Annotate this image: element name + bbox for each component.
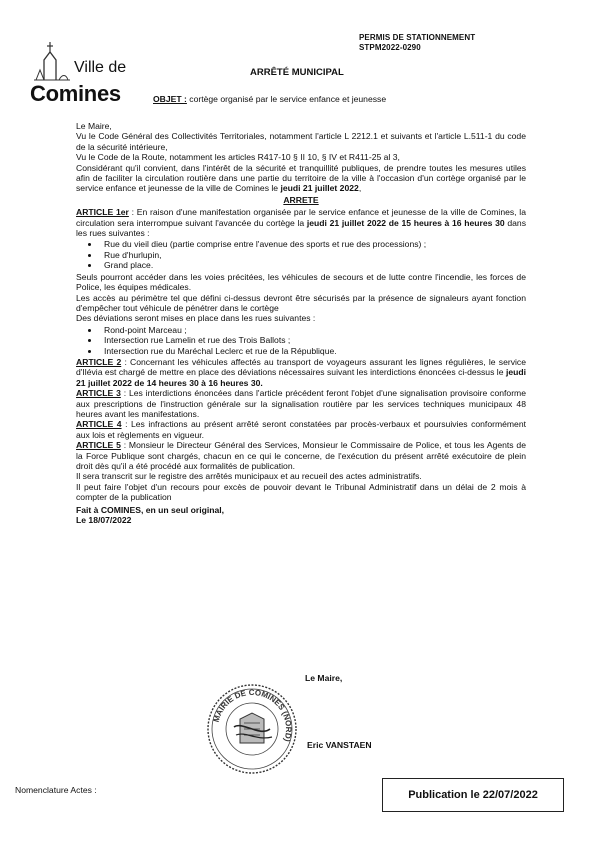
considerant-text: Considérant qu'il convient, dans l'intérêt de la sécurité et tranquillité publiques, de prendre toutes les mesures utiles afin de faciliter la circulation routière dans une partie du territoire de la ville à l'occasion d'un cortège organisé par le service enfance et jeunesse de la ville de Comines le <box>76 162 526 194</box>
logo-comines-text: Comines <box>30 81 121 106</box>
official-stamp-icon <box>206 683 298 775</box>
church-icon <box>32 40 72 82</box>
article-5 <box>76 440 526 471</box>
permis-type: PERMIS DE STATIONNEMENT <box>359 33 476 42</box>
article-3 <box>76 388 526 419</box>
article-1-date: jeudi 21 juillet 2022 de 15 heures à 16 heures 30 <box>306 217 505 228</box>
transcription-note: Il sera transcrit sur le registre des arrêtés municipaux et au recueil des actes administratifs. <box>76 471 422 482</box>
page-title: ARRÊTÉ MUNICIPAL <box>250 67 344 78</box>
signer-name: Eric VANSTAEN <box>307 740 372 750</box>
article-3-label: ARTICLE 3 <box>76 388 121 399</box>
deviation-list <box>76 325 526 356</box>
mairie-seal <box>206 683 298 775</box>
comines-logo <box>30 40 142 108</box>
objet-label: OBJET : <box>153 94 187 104</box>
article-4-text: : Les infractions au présent arrêté seront constatées par procès-verbaux et poursuivies conformément aux lois et règlements en vigueur. <box>76 419 526 440</box>
article-1-text: : En raison d'une manifestation organisée par le service enfance et jeunesse de la ville de Comines, la circulation sera interrompue suivant l'avancée du cortège la <box>76 207 526 228</box>
document-date: Le 18/07/2022 <box>76 515 132 526</box>
permis-reference <box>359 33 475 53</box>
article-4-label: ARTICLE 4 <box>76 419 122 430</box>
considerant-date: jeudi 21 juillet 2022 <box>280 183 359 194</box>
fait-a-comines: Fait à COMINES, en un seul original, <box>76 504 225 515</box>
article-4 <box>76 419 526 440</box>
list-item: • Intersection rue du Maréchal Leclerc et rue de la République. <box>100 346 526 356</box>
list-item: • Rue du vieil dieu (partie comprise entre l'avenue des sports et rue des processions) ; <box>100 239 526 249</box>
recours-note: Il peut faire l'objet d'un recours pour excès de pouvoir devant le Tribunal Administratif dans un délai de 2 mois à compter de la publication <box>76 481 526 503</box>
signature-title: Le Maire, <box>305 673 343 683</box>
article-1-text-end: dans les rues suivantes : <box>76 217 527 239</box>
vu-code-route: Vu le Code de la Route, notamment les articles R417-10 § II 10, § IV et R411-25 al 3, <box>76 152 400 163</box>
article-5-label: ARTICLE 5 <box>76 440 121 451</box>
list-item: • Intersection rue Lamelin et rue des Trois Ballots ; <box>100 335 526 345</box>
article-2 <box>76 357 526 388</box>
deviations-intro: Des déviations seront mises en place dans les rues suivantes : <box>76 313 316 324</box>
street-list <box>76 239 526 270</box>
list-item: • Rond-point Marceau ; <box>100 325 526 335</box>
logo-ville-text: Ville de <box>74 59 127 76</box>
article-1 <box>76 207 526 238</box>
list-item: • Rue d'hurlupin, <box>100 250 526 260</box>
article-1-label: ARTICLE 1er <box>76 207 129 218</box>
list-item: • Grand place. <box>100 260 526 270</box>
considerant <box>76 163 526 194</box>
arrete-heading: ARRETE <box>283 194 319 205</box>
article-5-text: : Monsieur le Directeur Général des Services, Monsieur le Commissaire de Police, et tous les Agents de la Force Publique sont chargés, chacun en ce qui le concerne, de l'exécution du présent arrêté exécutoire de plein droit dès qu'il a été procédé aux formalités de publication. <box>76 440 526 471</box>
document-body <box>76 121 526 525</box>
objet-text: cortège organisé par le service enfance et jeunesse <box>186 94 387 104</box>
nomenclature-label: Nomenclature Actes : <box>15 785 97 795</box>
article-2-date: jeudi 21 juillet 2022 de 14 heures 30 à 16 heures 30. <box>76 367 526 388</box>
perimeter-security: Les accès au périmètre tel que défini ci-dessus devront être sécurisés par la présence de signaleurs ayant fonction d'empêcher tout véhicule de pénétrer dans le cortège <box>76 292 526 313</box>
article-2-text: : Concernant les véhicules affectés au transport de voyageurs assurant les lignes régulières, le service d'Ilévia est chargé de mettre en place des déviations nécessaires suivant les interdictions énoncées ci-dessus le <box>76 356 527 378</box>
publication-box <box>382 778 564 812</box>
access-restriction: Seuls pourront accéder dans les voies précitées, les véhicules de secours et de lutte contre l'incendie, les forces de Police, les équipes médicales. <box>76 271 526 293</box>
le-maire-intro: Le Maire, <box>76 121 112 131</box>
article-2-label: ARTICLE 2 <box>76 356 122 367</box>
permis-number: STPM2022-0290 <box>359 43 421 52</box>
objet-line <box>153 94 386 104</box>
svg-text:MAIRIE DE COMINES (NORD): MAIRIE DE COMINES (NORD) <box>211 687 294 743</box>
article-3-text: : Les interdictions énoncées dans l'article précédent feront l'objet d'une signalisation provisoire conforme aux prescriptions de l'instruction générale sur la signalisation routière par les services techniques municipaux 48 heures avant les manifestations. <box>76 388 526 419</box>
vu-cgct: Vu le Code Général des Collectivités Territoriales, notamment l'article L 2212.1 et suivants et l'article L.511-1 du code de la sécurité intérieure, <box>76 131 526 152</box>
considerant-end: , <box>358 183 362 194</box>
publication-date: Publication le 22/07/2022 <box>408 789 538 801</box>
